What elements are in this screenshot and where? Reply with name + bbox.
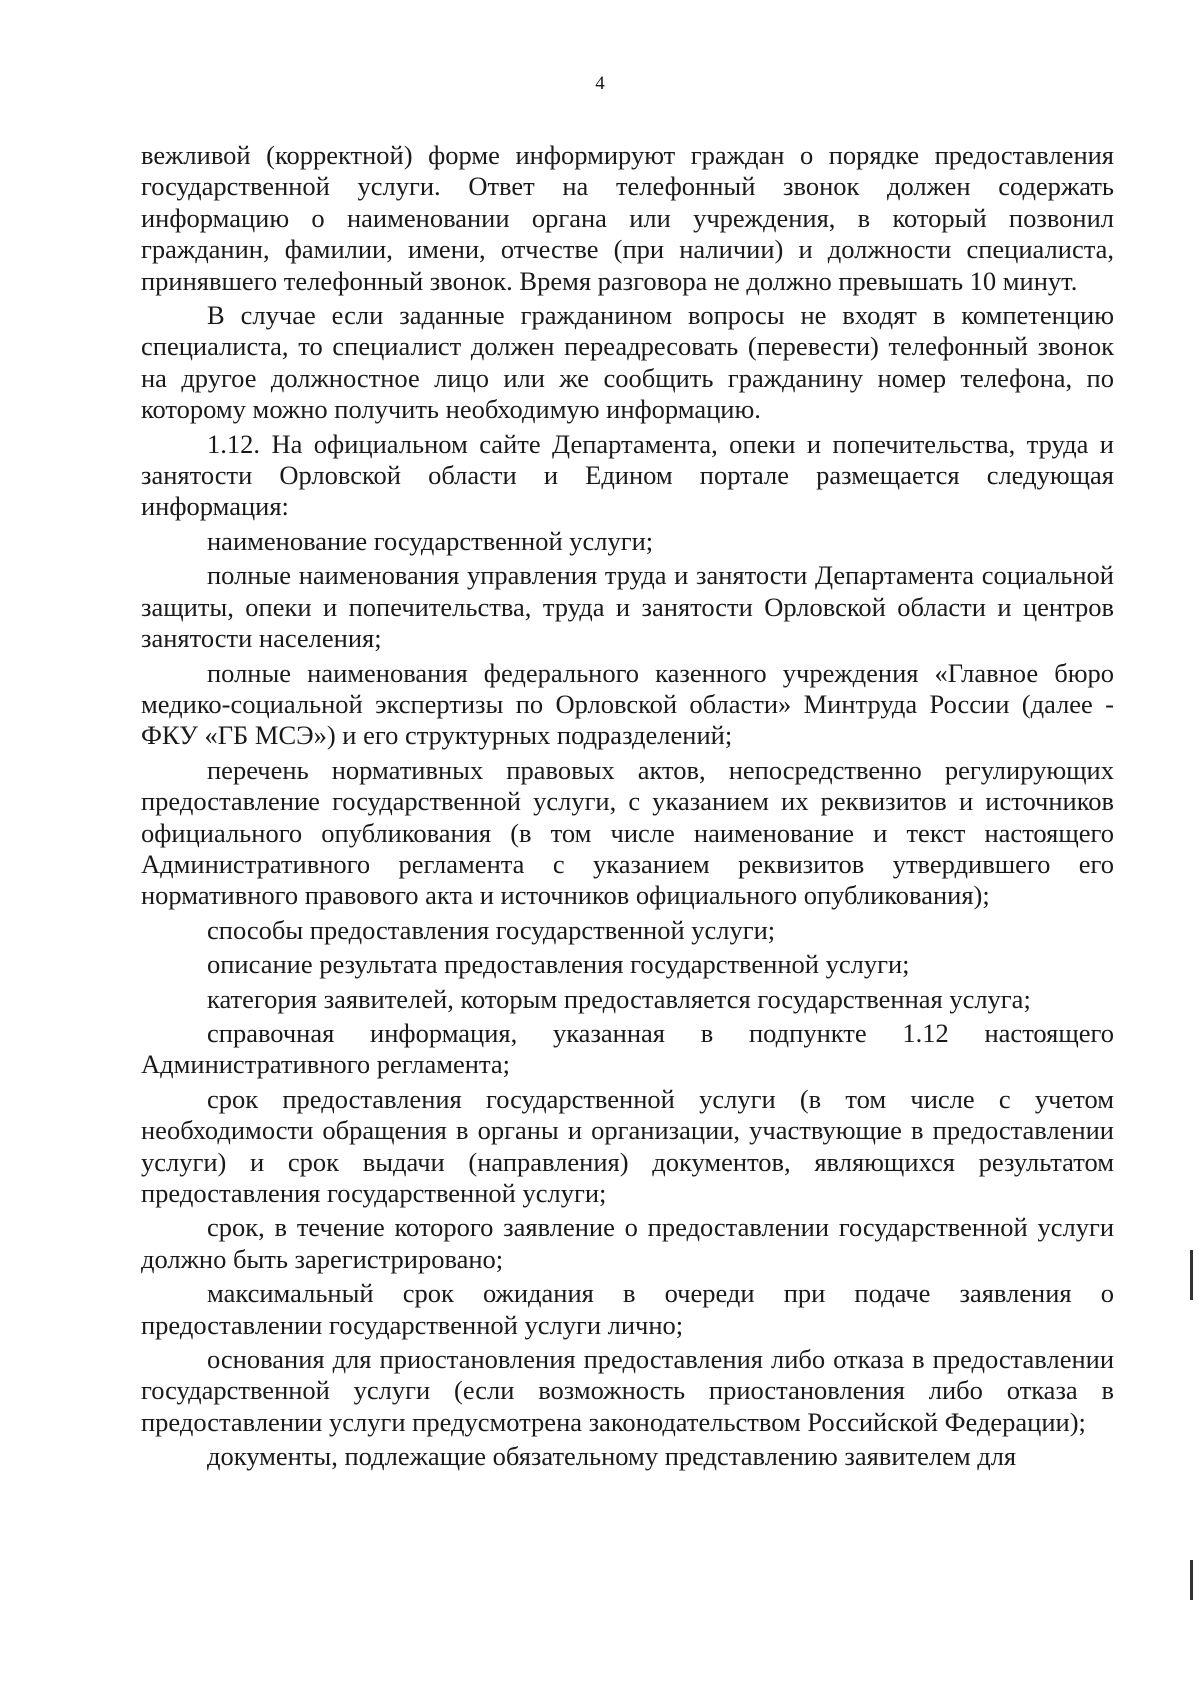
list-item-registration-term: срок, в течение которого заявление о предоставлении государственной услуги должно быть зарегистрировано; (141, 1212, 1114, 1274)
document-body (141, 140, 1114, 1476)
paragraph-redirect-call: В случае если заданные гражданином вопросы не входят в компетенцию специалиста, то специалист должен переадресовать (перевести) телефонный звонок на другое должностное лицо или же сообщить гражданину номер телефона, по которому можно получить необходимую информацию. (141, 300, 1114, 425)
list-item-applicant-category: категория заявителей, которым предоставляется государственная услуга; (207, 983, 1031, 1014)
list-item-legal-acts: перечень нормативных правовых актов, непосредственно регулирующих предоставление государственной услуги, с указанием их реквизитов и источников официального опубликования (в том числе наименование и текст настоящего Административного регламента с указанием реквизитов утвердившего его нормативного правового акта и источников официального опубликования); (141, 754, 1114, 911)
list-item-service-name: наименование государственной услуги; (207, 525, 654, 556)
list-item-reference-info: справочная информация, указанная в подпункте 1.12 настоящего Административного регламента; (141, 1017, 1114, 1080)
list-item-department-names: полные наименования управления труда и занятости Департамента социальной защиты, опеки и попечительства, труда и занятости Орловской области и центров занятости населения; (141, 560, 1114, 654)
scan-edge-mark (1190, 1560, 1193, 1600)
list-item-result-description: описание результата предоставления государственной услуги; (207, 949, 910, 980)
list-item-queue-time: максимальный срок ожидания в очереди при подаче заявления о предоставлении государственной услуги лично; (141, 1278, 1114, 1340)
list-item-required-documents: документы, подлежащие обязательному представлению заявителем для (207, 1441, 1017, 1472)
page-number: 4 (595, 73, 605, 94)
paragraph-1-12: 1.12. На официальном сайте Департамента, опеки и попечительства, труда и занятости Орловской области и Едином портале размещается следующая информация: (141, 428, 1114, 522)
scan-edge-mark (1190, 1250, 1193, 1300)
list-item-service-term: срок предоставления государственной услуги (в том числе с учетом необходимости обращения в органы и организации, участвующие в предоставлении услуги) и срок выдачи (направления) документов, являющихся результатом предоставления государственной услуги; (141, 1083, 1114, 1208)
list-item-service-methods: способы предоставления государственной услуги; (207, 914, 776, 945)
list-item-suspension-grounds: основания для приостановления предоставления либо отказа в предоставлении государственной услуги (если возможность приостановления либо отказа в предоставлении услуги предусмотрена законодательством Российской Федерации); (141, 1344, 1114, 1437)
paragraph-continuation: вежливой (корректной) форме информируют граждан о порядке предоставления государственной услуги. Ответ на телефонный звонок должен содержать информацию о наименовании органа или учреждения, в который позвонил гражданин, фамилии, имени, отчестве (при наличии) и должности специалиста, принявшего телефонный звонок. Время разговора не должно превышать 10 минут. (141, 140, 1114, 296)
list-item-mse-names: полные наименования федерального казенного учреждения «Главное бюро медико-социальной экспертизы по Орловской области» Минтруда России (далее - ФКУ «ГБ МСЭ») и его структурных подразделений; (141, 657, 1114, 751)
